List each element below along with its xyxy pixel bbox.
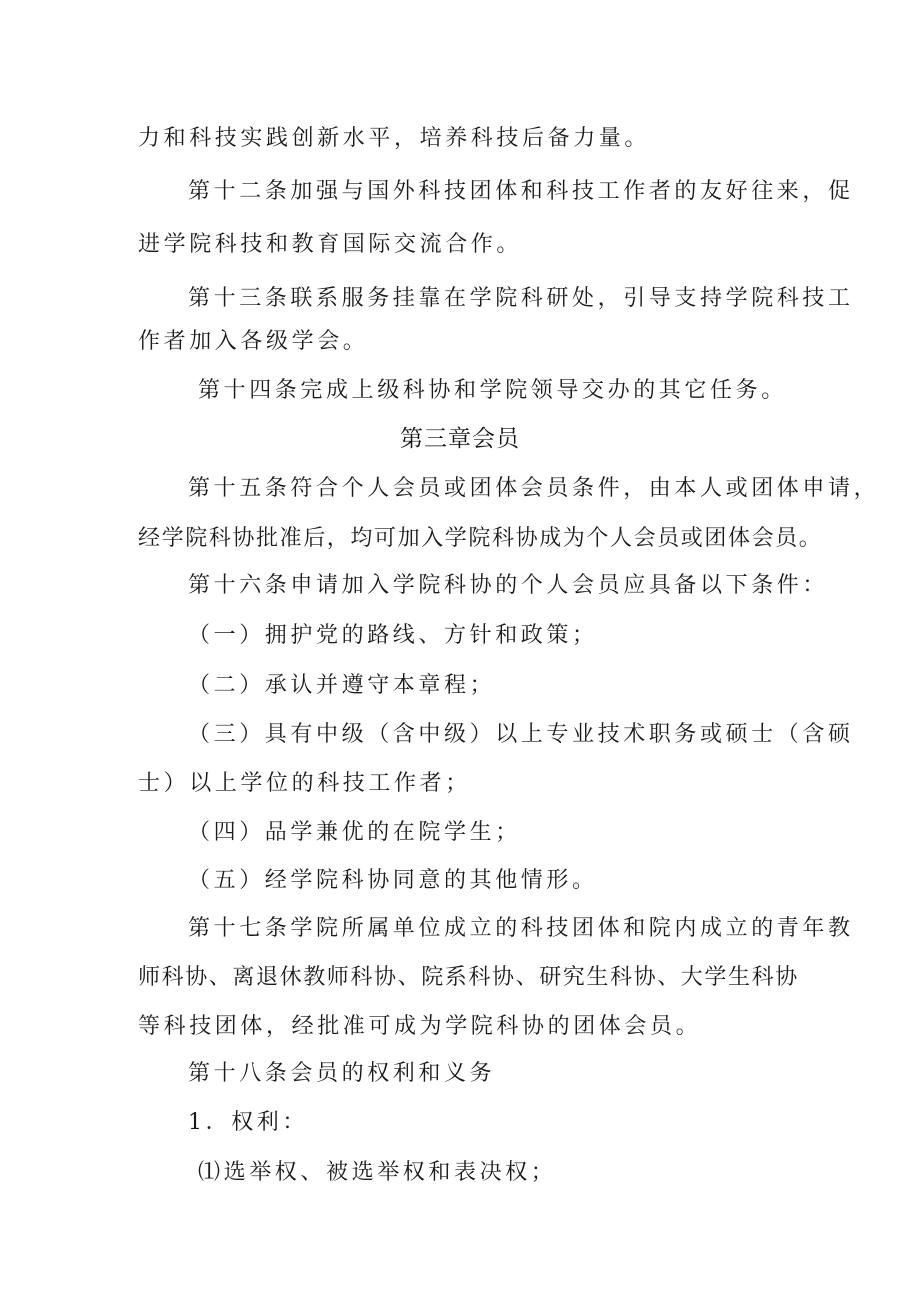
condition-5: （五）经学院科协同意的其他情形。: [188, 868, 598, 893]
article-17: 第十七条学院所属单位成立的科技团体和院内成立的青年教: [188, 916, 854, 941]
condition-1: （一）拥护党的路线、方针和政策；: [188, 623, 598, 648]
text-line: 力和科技实践创新水平，培养科技后备力量。: [138, 126, 651, 151]
chapter-heading: 第三章会员: [400, 426, 520, 452]
article-16: 第十六条申请加入学院科协的个人会员应具备以下条件：: [188, 573, 829, 598]
article-18: 第十八条会员的权利和义务: [188, 1061, 496, 1086]
condition-2: （二）承认并遵守本章程；: [188, 673, 496, 698]
text-line: 作者加入各级学会。: [138, 329, 369, 354]
right-item-1: ⑴选举权、被选举权和表决权；: [198, 1160, 557, 1185]
text-line: 等科技团体，经批准可成为学院科协的团体会员。: [138, 1014, 702, 1039]
text-line: 经学院科协批准后，均可加入学院科协成为个人会员或团体会员。: [138, 526, 823, 551]
text-line: 士）以上学位的科技工作者；: [138, 771, 471, 796]
article-13: 第十三条联系服务挂靠在学院科研处，引导支持学院科技工: [188, 286, 854, 311]
condition-4: （四）品学兼优的在院学生；: [188, 820, 521, 845]
article-12: 第十二条加强与国外科技团体和科技工作者的友好往来，促: [188, 179, 854, 204]
text-line: 进学院科技和教育国际交流合作。: [138, 232, 523, 257]
article-14: 第十四条完成上级科协和学院领导交办的其它任务。: [198, 378, 787, 403]
rights-label: 1．权利：: [188, 1110, 308, 1135]
condition-3: （三）具有中级（含中级）以上专业技术职务或硕士（含硕: [188, 722, 854, 747]
article-15: 第十五条符合个人会员或团体会员条件，由本人或团体申请，: [188, 476, 880, 501]
text-line: 师科协、离退休教师科协、院系科协、研究生科协、大学生科协: [138, 965, 799, 990]
